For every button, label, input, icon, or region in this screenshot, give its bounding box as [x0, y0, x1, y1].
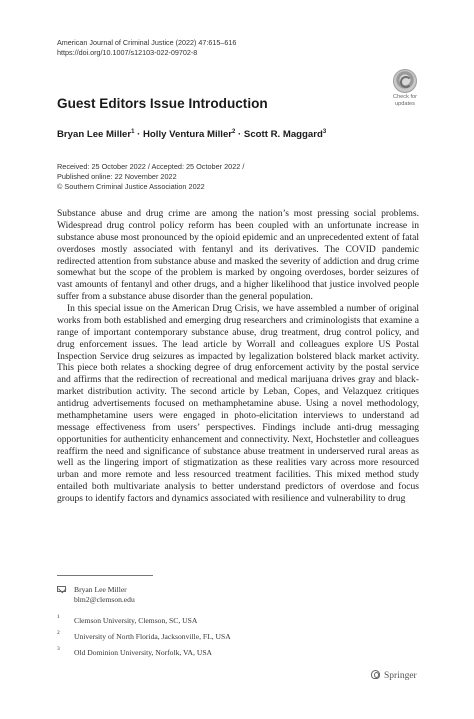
- journal-citation: American Journal of Criminal Justice (2022) 47:615–616: [57, 38, 237, 47]
- journal-doi-link[interactable]: https://doi.org/10.1007/s12103-022-09702-8: [57, 48, 198, 57]
- published-date: Published online: 22 November 2022: [57, 172, 177, 181]
- author-name[interactable]: Bryan Lee Miller: [57, 129, 132, 141]
- author-separator: ·: [134, 129, 143, 141]
- affiliation-number: 1: [57, 614, 60, 620]
- affiliation-text: University of North Florida, Jacksonville, FL, USA: [74, 632, 231, 641]
- author-affiliation-marker: 2: [232, 129, 236, 135]
- author-affiliation-marker: 1: [131, 129, 135, 135]
- author-affiliation-marker: 3: [322, 129, 327, 135]
- affiliation-text: Clemson University, Clemson, SC, USA: [74, 616, 198, 625]
- corresponding-author-name: Bryan Lee Miller: [74, 585, 127, 594]
- body-paragraph: Substance abuse and drug crime are among the nation’s most pressing social problems. Widespread drug control policy reform has been coupled with an unfortunate increase in substance abuse most pronounced by the opioid epidemic and an unprecedented extent of fatal overdoses mostly associated with fentanyl and its derivatives. The COVID pandemic redirected attention from substance abuse and masked the severity of addiction and drug crime somewhat but the scope of the problem is marked by ongoing overdoses, border seizures of vast amounts of fentanyl and other drugs, and a higher likelihood that justice involved people suffer from a substance abuse disorder than the general population.: [57, 208, 419, 303]
- copyright-notice: © Southern Criminal Justice Association 2022: [57, 182, 205, 191]
- publisher-logo: [371, 670, 417, 681]
- check-for-updates-icon: [393, 69, 417, 93]
- affiliation-number: 3: [57, 646, 60, 652]
- article-dates: [57, 162, 244, 192]
- article-title: Guest Editors Issue Introduction: [57, 96, 268, 111]
- author-list: [57, 129, 326, 140]
- affiliation-number: 2: [57, 630, 60, 636]
- received-accepted-dates: Received: 25 October 2022 / Accepted: 25 October 2022 /: [57, 162, 245, 171]
- publisher-name: Springer: [384, 671, 417, 681]
- affiliation-text: Old Dominion University, Norfolk, VA, USA: [74, 648, 213, 657]
- corresponding-author-email[interactable]: blm2@clemson.edu: [74, 595, 135, 604]
- footnote-divider: [57, 575, 153, 576]
- check-for-updates-button[interactable]: [388, 69, 422, 107]
- envelope-icon: [57, 586, 66, 592]
- author-name[interactable]: Scott R. Maggard: [243, 129, 323, 141]
- author-name[interactable]: Holly Ventura Miller: [143, 129, 233, 141]
- author-separator: ·: [235, 129, 244, 141]
- springer-horse-icon: [371, 670, 380, 679]
- journal-header: [57, 38, 357, 58]
- article-body: [57, 208, 419, 505]
- check-for-updates-label: Check for updates: [393, 94, 417, 107]
- body-paragraph: In this special issue on the American Drug Crisis, we have assembled a number of original works from both established and emerging drug researchers and criminologists that examine a range of important contemporary substance abuse, drug treatment, drug control policy, and drug enforcement issues. The lead article by Worrall and colleagues explore US Postal Inspection Service drug seizures as impacted by legalization bolstered black market activity. This piece both relates a shocking degree of drug enforcement activity by the postal service and affirms that the redirection of recreational and medical marijuana drives gray and black-market distribution activity. The second article by Leban, Copes, and Velazquez critiques antidrug advertisements focused on methamphetamine abuse. Using a novel methodology, methamphetamine users were engaged in photo-elicitation interviews to understand ad message effectiveness from users’ perspectives. Findings include anti-drug messaging opportunities for authenticity enhancement and connectivity. Next, Hochstetler and colleagues reaffirm the need and significance of substance abuse treatment in underserved rural areas as well as the lingering import of stigmatization as these realities vary across more resourced urban and more remote and less resourced treatment facilities. This mixed method study entailed both multivariate analysis to better understand predictors of overdose and focus groups to identify factors and dynamics associated with resilience and vulnerability to drug: [57, 303, 419, 504]
